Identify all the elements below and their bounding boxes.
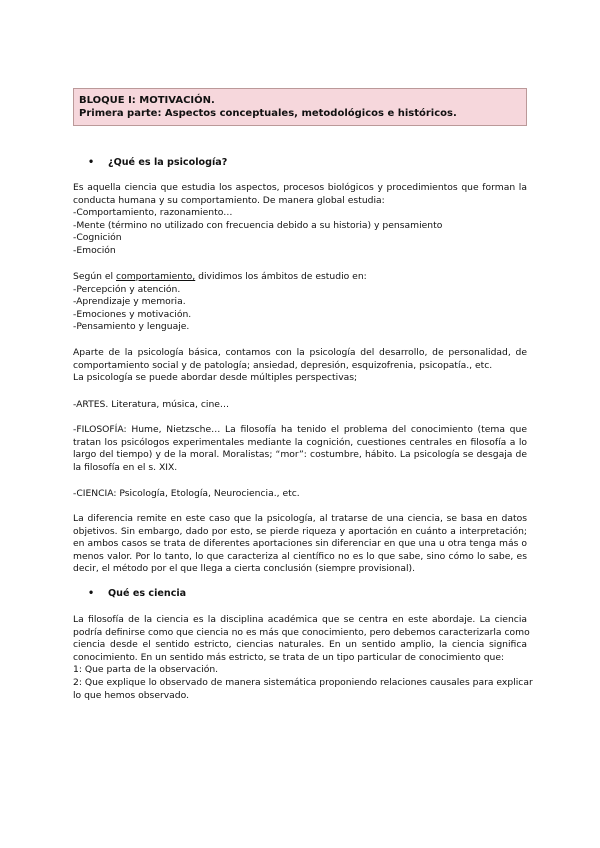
heading-que-es-psicologia [88,157,227,169]
paragraph-definition [73,182,527,258]
paragraph-branches [73,347,527,385]
text-line: largo del tiempo) y de la moral. Moralistas; “mor”: costumbre, hábito. La psicología se desgaja de [73,449,527,461]
list-item: -Emociones y motivación. [73,308,192,320]
text-line: conducta humana y su comportamiento. De manera global estudia: [73,194,385,206]
text-line: conocimiento. En un sentido más estricto, se trata de un tipo particular de conocimiento que: [73,651,505,663]
text-line: lo que hemos observado. [73,689,190,701]
text-line: La diferencia remite en este caso que la psicología, al tratarse de una ciencia, se basa en datos [73,513,527,524]
bullet-icon: • [88,157,95,168]
text-line: La filosofía de la ciencia es la disciplina académica que se centra en este abordaje. La ciencia [73,614,527,625]
block-subtitle: Primera parte: Aspectos conceptuales, metodológicos e históricos. [79,108,457,119]
paragraph-ciencia [73,488,527,501]
text-line: -Comportamiento, razonamiento… [73,207,233,219]
list-item: 2: Que explique lo observado de manera sistemática proponiendo relaciones causales para explicar [73,676,533,688]
text-fragment: Según el [73,271,117,282]
list-item: 1: Que parta de la observación. [73,664,219,676]
underlined-term: comportamiento, [116,271,196,282]
text-line: comportamiento social y de patología; ansiedad, depresión, esquizofrenia, psicopatía., etc. [73,359,493,371]
text-line: Aparte de la psicología básica, contamos con la psicología del desarrollo, de personalidad, de [73,347,527,358]
text-line: -Emoción [73,244,116,256]
text-line: decir, el método por el que llega a cierta conclusión (siempre provisional). [73,563,416,575]
paragraph-areas [73,271,527,334]
text-line: Es aquella ciencia que estudia los aspectos, procesos biológicos y procedimientos que forman la [73,182,527,193]
text-line: objetivos. Sin embargo, dado por esto, se pierde riqueza y aportación en cuánto a interpretación; [73,525,527,537]
list-item: -Percepción y atención. [73,283,181,295]
paragraph-filosofia-ciencia [73,614,533,702]
list-item: -Aprendizaje y memoria. [73,296,186,308]
text-line: -Cognición [73,232,122,244]
text-line: -ARTES. Literatura, música, cine… [73,399,230,410]
text-line: -FILOSOFÍA: Hume, Nietzsche… La filosofía ha tenido el problema del conocimiento (tema que [73,424,527,435]
text-line: la filosofía en el s. XIX. [73,461,178,473]
text-line: tratan los psicólogos experimentales mediante la cognición, cuestiones centrales en filosofía a lo [73,436,527,448]
paragraph-diferencia [73,513,527,576]
text-line: -Mente (término no utilizado con frecuencia debido a su historia) y pensamiento [73,219,443,231]
text-line: ciencia desde el sentido estricto, ciencias naturales. En un sentido amplio, la ciencia significa [73,639,527,651]
heading-text: Qué es ciencia [108,588,187,599]
paragraph-artes [73,399,527,412]
text-line: en ambos casos se trata de diferentes aportaciones sin diferenciar en que una u otra tenga más o [73,538,527,550]
bullet-icon: • [88,588,95,599]
section-header-box [73,88,527,126]
text-line: La psicología se puede abordar desde múltiples perspectivas; [73,372,358,384]
text-line [73,271,527,284]
block-title: BLOQUE I: MOTIVACIÓN. [79,95,215,106]
heading-que-es-ciencia [88,588,186,600]
list-item: -Pensamiento y lenguaje. [73,321,190,333]
text-line: -CIENCIA: Psicología, Etología, Neurociencia., etc. [73,488,300,499]
text-line: podría definirse como que ciencia no es más que conocimiento, pero debemos caracterizarla como [73,626,530,638]
text-fragment: dividimos los ámbitos de estudio en: [195,271,367,282]
text-line: menos valor. Por lo tanto, lo que caracteriza al científico no es lo que sabe, sino cómo lo sabe, es [73,550,527,562]
heading-text: ¿Qué es la psicología? [108,157,228,168]
paragraph-filosofia [73,424,527,474]
